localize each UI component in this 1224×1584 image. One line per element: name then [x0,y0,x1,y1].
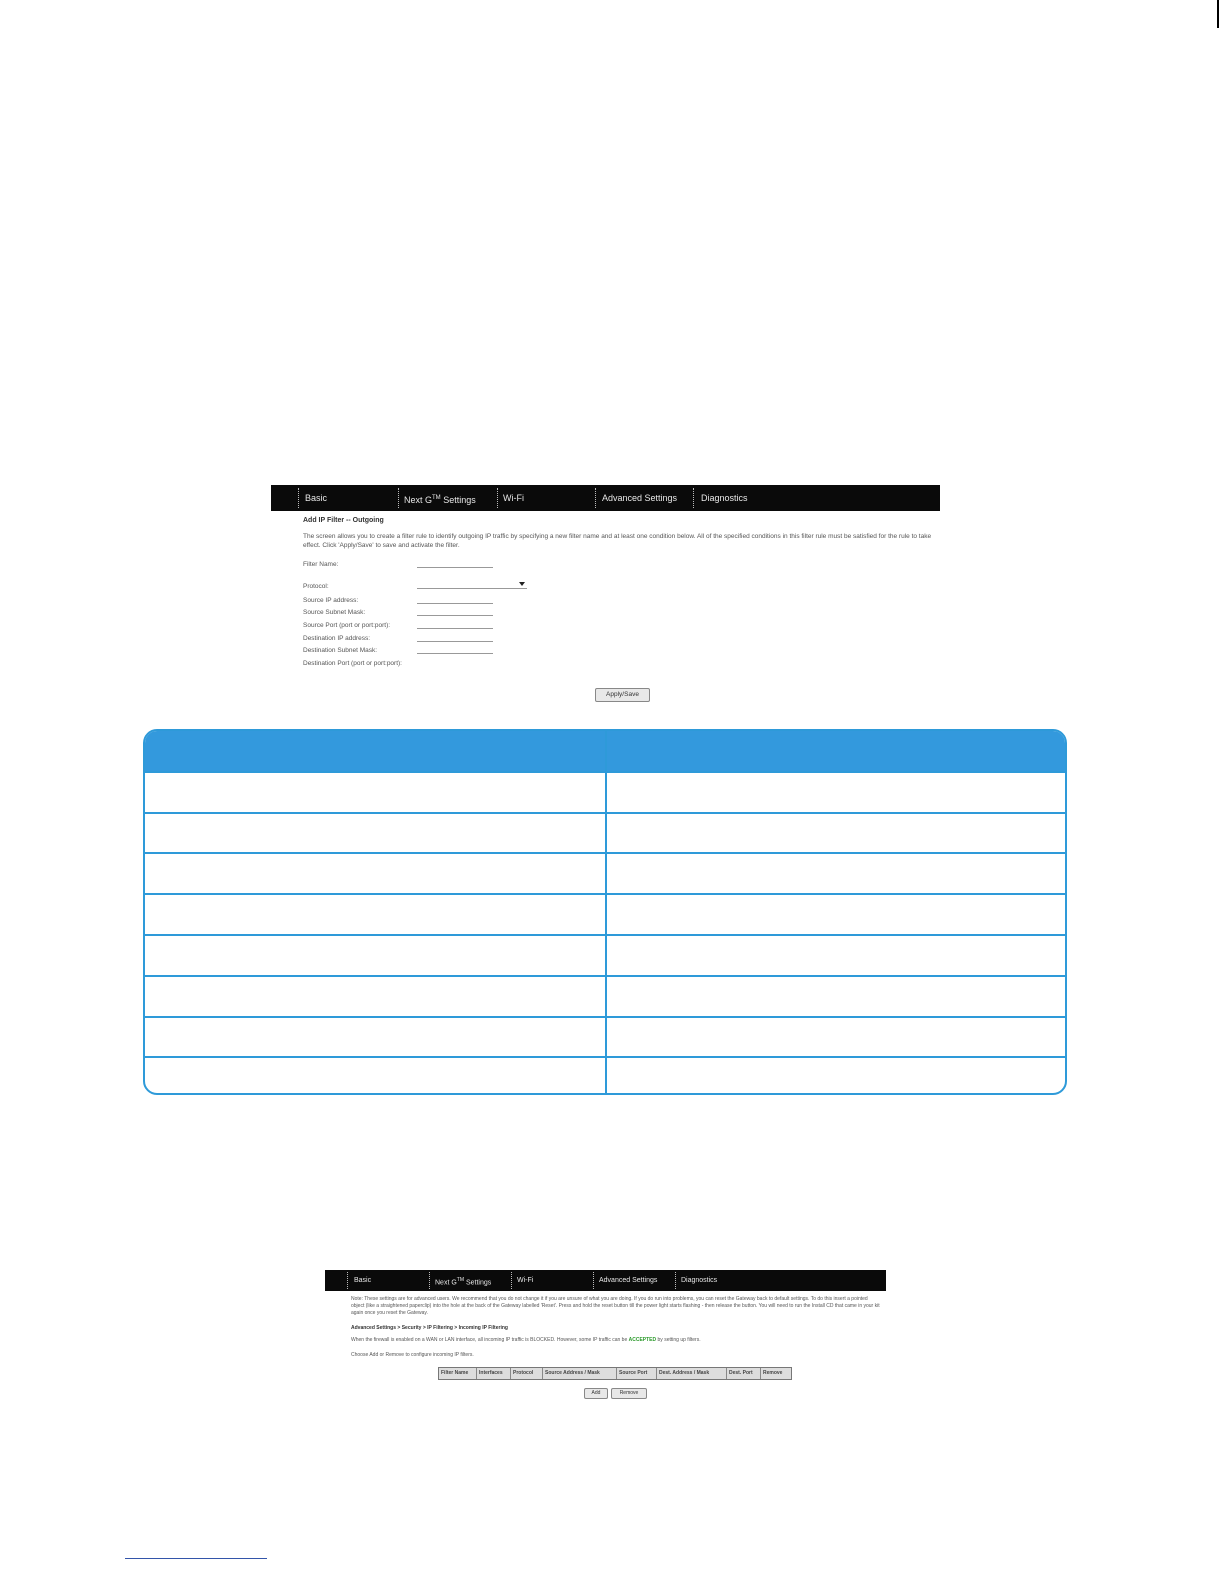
table-cell [607,854,1065,892]
breadcrumb: Advanced Settings > Security > IP Filtering > Incoming IP Filtering [351,1325,508,1331]
nav-advanced-settings[interactable]: Advanced Settings [602,493,678,503]
table-header-cell [607,731,1067,773]
add-button[interactable]: Add [584,1388,608,1399]
nav-next-g-label: Next G [404,495,433,505]
nav-separator [593,1272,594,1289]
table-cell [607,895,1065,933]
table-cell [607,977,1065,1015]
trademark-mark: TM [456,1277,465,1283]
trademark-mark: TM [432,495,441,501]
remove-button[interactable]: Remove [611,1388,647,1399]
table-header-cell: Source Address / Mask [543,1368,617,1379]
table-cell [607,1018,1065,1056]
advanced-user-note: Note: These settings are for advanced users. We recommend that you do not change it if you are unsure of what you are doing. If you do run into problems, you can reset the Gateway back to default settings. To do this insert a pointed object (like a straightened paperclip) into the hole at the back of the Gateway labelled 'Reset'. Press and hold the reset button till the power light starts flashing - then release the button. You will need to run the Install CD that came in your kit again once you reset the Gateway. [351,1296,880,1316]
table-cell [145,773,605,811]
page-edge-rule [1217,0,1219,28]
table-cell [145,1058,605,1095]
chevron-down-icon [519,582,525,586]
table-header-cell: Filter Name [439,1368,477,1379]
table-cell [607,936,1065,974]
table-cell [607,773,1065,811]
table-header-cell: Protocol [511,1368,543,1379]
nav-next-g-label: Next G [435,1279,457,1287]
table-cell [607,1058,1065,1095]
table-cell [145,977,605,1015]
filter-name-label: Filter Name: [303,561,339,568]
top-nav [325,1270,886,1291]
source-mask-label: Source Subnet Mask: [303,609,366,616]
outgoing-filter-screenshot [271,485,940,710]
protocol-label: Protocol: [303,583,329,590]
nav-advanced-settings[interactable]: Advanced Settings [599,1277,658,1284]
nav-wifi[interactable]: Wi-Fi [503,493,524,503]
top-nav [271,485,940,511]
choose-instruction: Choose Add or Remove to configure incoming IP filters. [351,1352,474,1358]
table-cell [145,814,605,852]
nav-diagnostics[interactable]: Diagnostics [681,1277,718,1284]
table-cell [145,854,605,892]
dest-port-label: Destination Port (port or port:port): [303,660,402,667]
nav-separator [429,1272,430,1289]
source-ip-input[interactable] [417,595,493,604]
nav-separator [595,488,596,508]
table-cell [145,936,605,974]
source-ip-label: Source IP address: [303,597,359,604]
nav-basic[interactable]: Basic [354,1277,372,1284]
accepted-highlight: ACCEPTED [628,1337,657,1343]
nav-next-g-settings[interactable] [404,485,476,511]
nav-separator [511,1272,512,1289]
firewall-text-post: by setting up filters. [656,1337,701,1343]
nav-next-g-settings[interactable] [435,1270,491,1291]
page-title: Add IP Filter -- Outgoing [303,517,384,524]
footer-link-underline[interactable] [125,1558,267,1559]
nav-wifi[interactable]: Wi-Fi [517,1277,534,1284]
nav-basic[interactable]: Basic [305,493,328,503]
table-column-divider [605,731,607,1093]
source-port-input[interactable] [417,620,493,629]
dest-mask-input[interactable] [417,645,493,654]
apply-save-button[interactable]: Apply/Save [595,688,650,702]
table-cell [145,1018,605,1056]
nav-separator [497,488,498,508]
protocol-select[interactable] [417,581,527,589]
incoming-filter-table [438,1367,792,1380]
nav-separator [398,488,399,508]
page-description: The screen allows you to create a filter rule to identify outgoing IP traffic by specifying a new filter name and at least one condition below. All of the specified conditions in this filter rule must be satisfied for the rule to take effect. Click 'Apply/Save' to save and activate the filter. [303,533,932,549]
table-cell [607,814,1065,852]
nav-separator [347,1272,348,1289]
nav-separator [298,488,299,508]
source-mask-input[interactable] [417,607,493,616]
table-header-cell: Dest. Port [727,1368,761,1379]
filter-name-input[interactable] [417,559,493,568]
table-cell [145,895,605,933]
nav-separator [675,1272,676,1289]
nav-separator [693,488,694,508]
source-port-label: Source Port (port or port:port): [303,622,391,629]
field-description-table [143,729,1067,1095]
nav-diagnostics[interactable]: Diagnostics [701,493,748,503]
nav-settings-label: Settings [440,495,476,505]
table-header-cell: Interfaces [477,1368,511,1379]
table-header-cell: Source Port [617,1368,657,1379]
dest-ip-label: Destination IP address: [303,635,371,642]
table-header-cell: Remove [761,1368,791,1379]
dest-ip-input[interactable] [417,633,493,642]
table-header-cell [145,731,605,773]
firewall-text-pre: When the firewall is enabled on a WAN or LAN interface, all incoming IP traffic is BLOCKED. However, some IP traffic can be [351,1337,629,1343]
table-header-cell: Dest. Address / Mask [657,1368,727,1379]
incoming-filter-screenshot [325,1270,886,1410]
dest-mask-label: Destination Subnet Mask: [303,647,378,654]
nav-settings-label: Settings [464,1279,492,1287]
firewall-description [351,1337,881,1344]
